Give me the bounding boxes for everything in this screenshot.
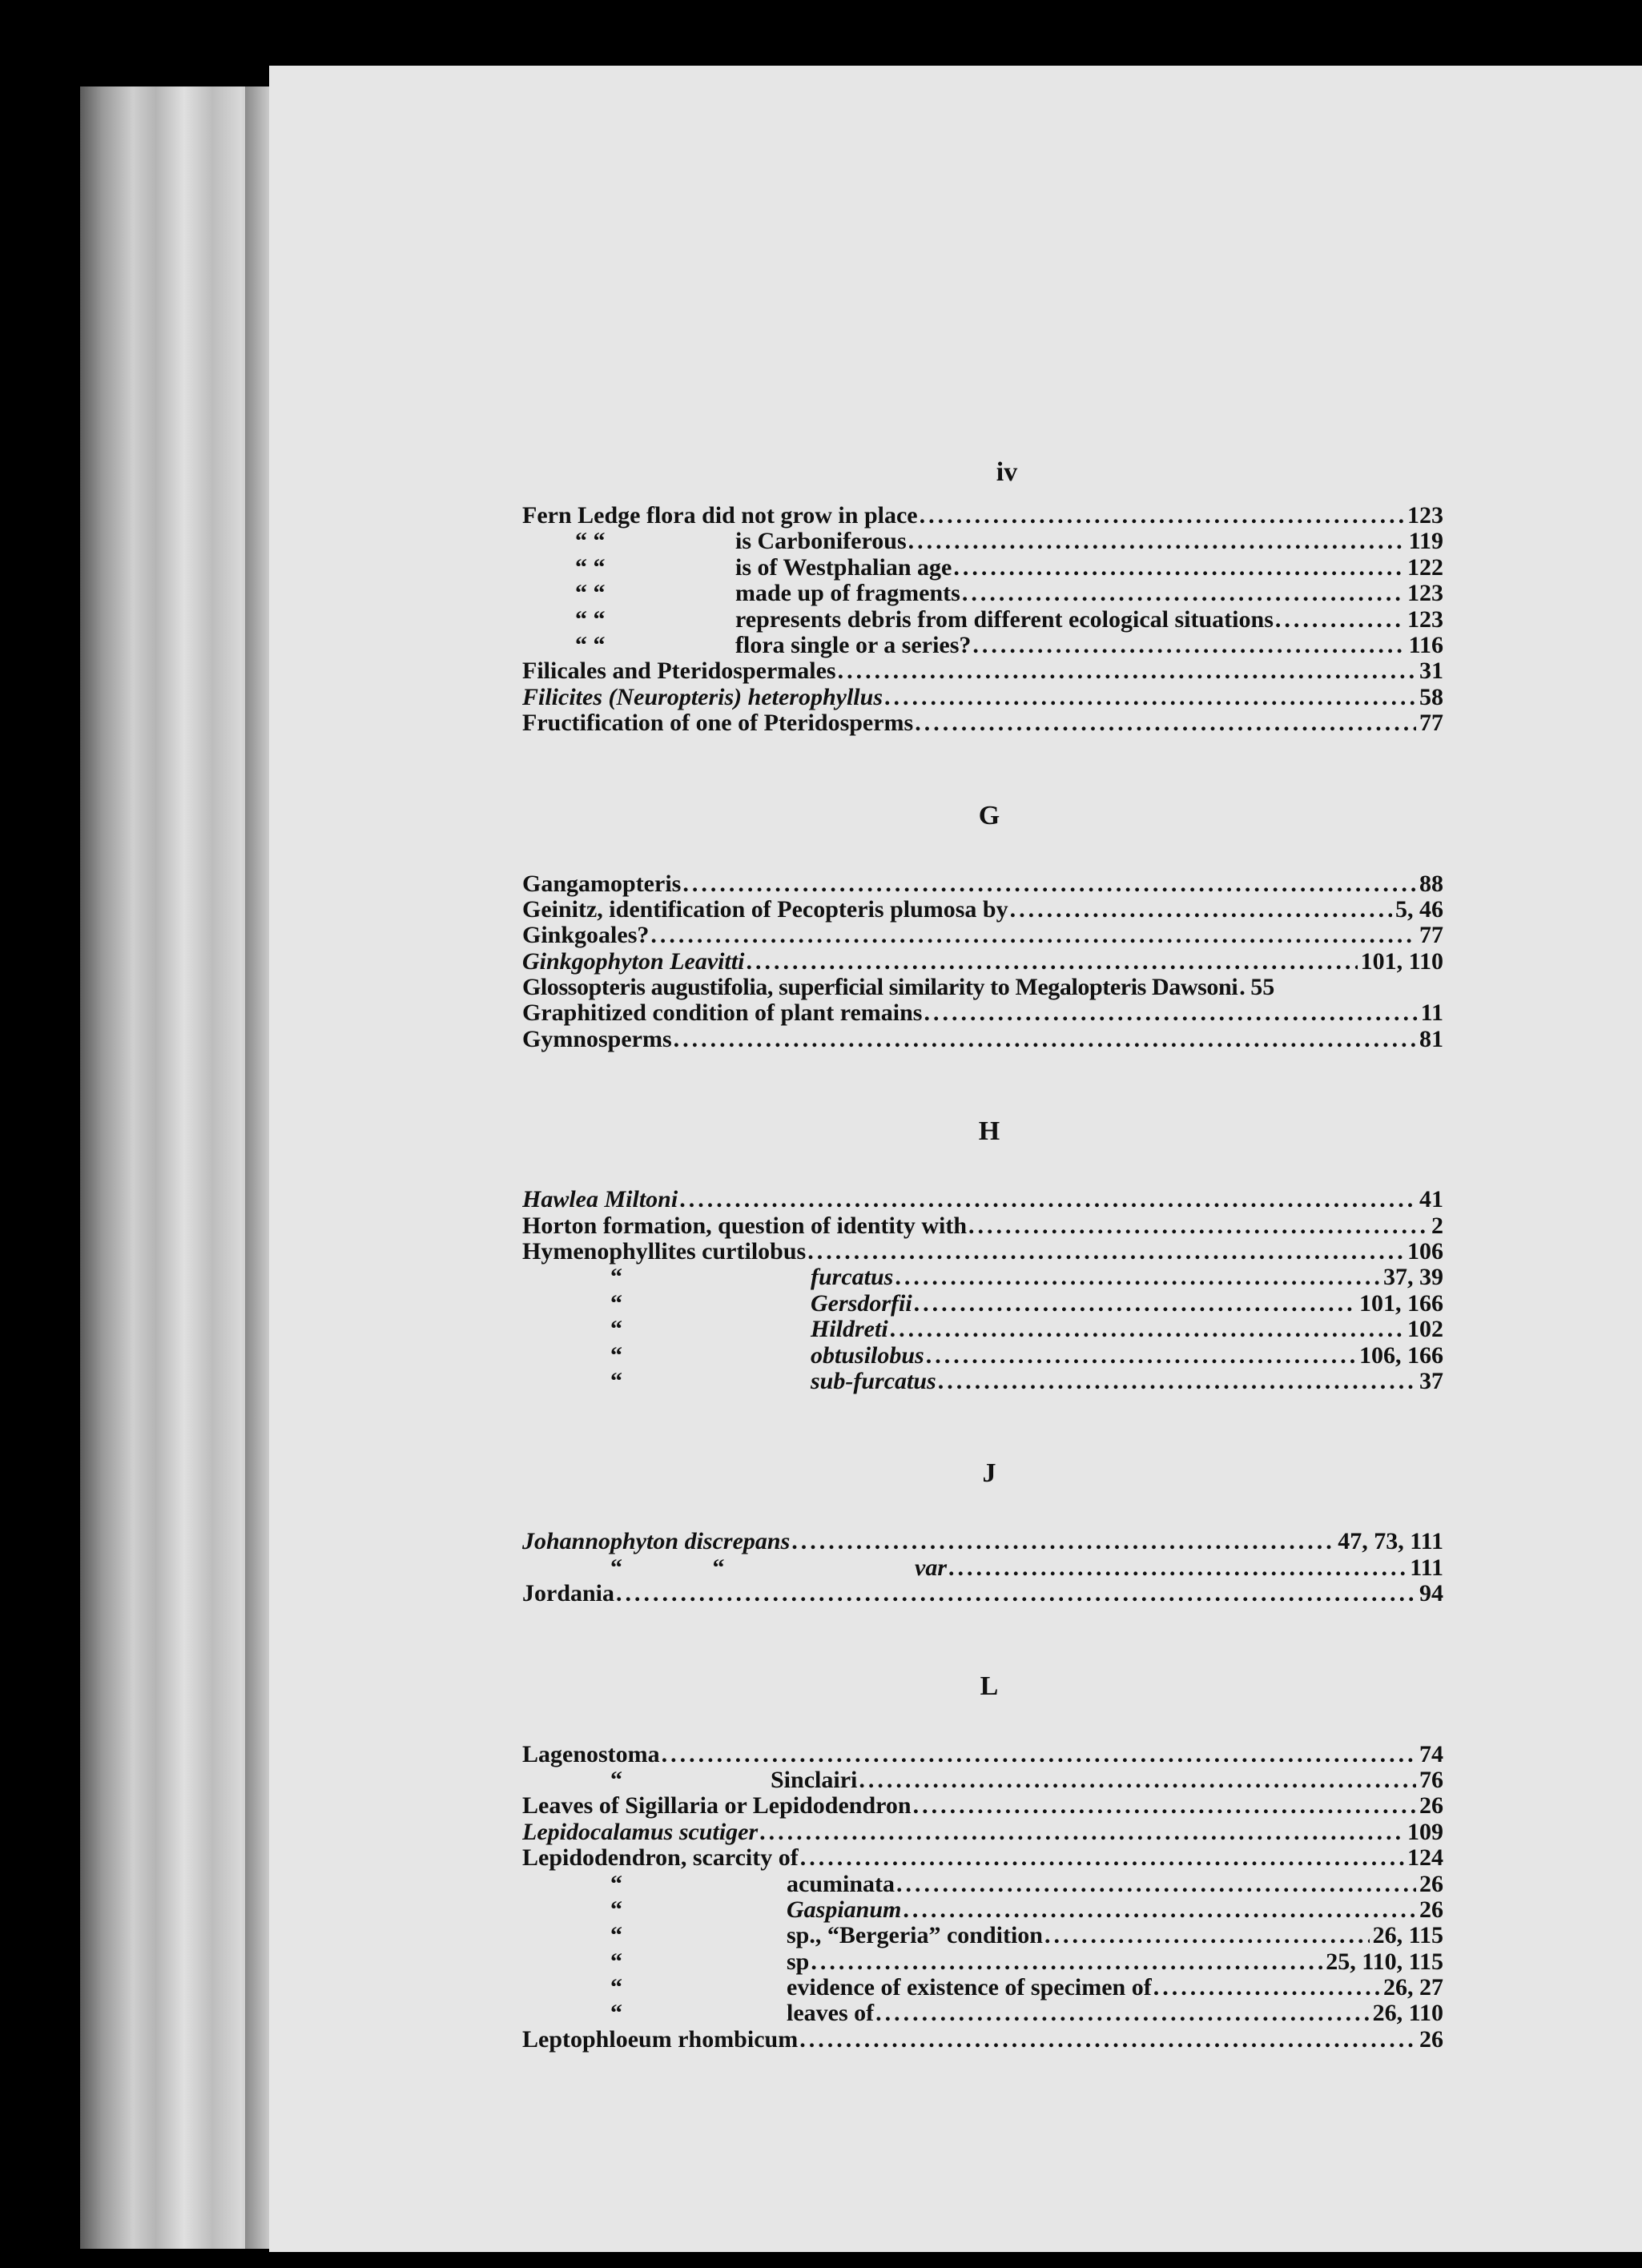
section-letter-h: H [978,1116,1000,1147]
index-entry [522,2027,1443,2053]
entry-term: “ “ flora single or a series? [575,632,972,658]
index-section-f [522,503,1443,737]
entry-pages: 94 [1419,1581,1443,1607]
index-entry [522,710,1443,736]
index-entry [522,1975,1443,2001]
entry-pages: 81 [1419,1026,1443,1052]
entry-term: Lagenostoma [522,1741,660,1767]
entry-pages: 74 [1419,1741,1443,1767]
entry-pages: 26 [1419,2026,1443,2053]
entry-pages: 25, 110, 115 [1326,1948,1443,1975]
index-entry [522,607,1443,633]
entry-term: Johannophyton discrepans [522,1529,791,1555]
entry-pages: 26, 110 [1372,2001,1443,2027]
entry-pages: 122 [1407,554,1443,581]
index-entry [522,2001,1443,2026]
index-entry [522,923,1443,948]
section-letter-l: L [980,1671,999,1701]
entry-term: “ sub-furcatus [610,1368,936,1394]
index-section-j [522,1529,1443,1606]
entry-pages: 123 [1407,503,1443,529]
entry-pages: 106, 166 [1359,1342,1443,1369]
entry-pages: 88 [1419,871,1443,897]
index-entry [522,1872,1443,1897]
entry-pages: 101, 110 [1360,948,1443,975]
entry-pages: 47, 73, 111 [1338,1529,1443,1555]
index-content [522,447,1443,2053]
entry-term: “ acuminata [610,1871,895,1897]
entry-term: Filicales and Pteridospermales [522,658,836,685]
entry-pages: 5, 46 [1395,896,1443,923]
entry-term: “ Gaspianum [610,1896,902,1923]
entry-term: “ “ is of Westphalian age [575,554,952,581]
entry-pages: 123 [1407,606,1443,633]
entry-pages: 123 [1407,581,1443,607]
entry-term: “ “ var [610,1554,947,1581]
index-entry [522,1265,1443,1290]
index-section-g [522,871,1443,1053]
index-entry [522,1000,1443,1026]
section-letter-j: J [982,1458,996,1489]
index-entry [522,897,1443,923]
index-entry [522,1213,1443,1239]
entry-pages: 76 [1419,1767,1443,1793]
index-entry [522,1187,1443,1212]
entry-pages: 101, 166 [1359,1290,1443,1317]
entry-term: “ sp., “Bergeria” condition [610,1923,1043,1949]
entry-pages: 77 [1419,923,1443,949]
index-entry [522,1949,1443,1975]
index-page [269,66,1642,2252]
index-entry [522,1581,1443,1606]
index-section-h [522,1187,1443,1394]
index-entry [522,633,1443,658]
entry-term: “ leaves of [610,2001,875,2027]
index-entry [522,1369,1443,1394]
entry-pages: 119 [1408,529,1443,555]
entry-term: “ “ is Carboniferous [575,529,907,555]
book-spine-edge [80,86,269,2249]
index-entry [522,1793,1443,1819]
entry-term: “ Gersdorfii [610,1290,912,1317]
index-entry [522,1027,1443,1052]
index-entry [522,1923,1443,1948]
entry-pages: 26 [1419,1871,1443,1897]
entry-term: Jordania [522,1581,615,1607]
entry-term: Glossopteris augustifolia, superficial similarity to Megalopteris Dawsoni [522,975,1238,1001]
entry-pages: 41 [1419,1187,1443,1213]
entry-term: “ evidence of existence of specimen of [610,1975,1152,2001]
index-entry [522,1529,1443,1554]
page-number: iv [996,457,1018,487]
index-entry [522,1820,1443,1845]
index-entry [522,1742,1443,1767]
index-entry [522,1845,1443,1871]
entry-term: “ furcatus [610,1265,894,1291]
index-entry [522,1317,1443,1342]
entry-pages: 55 [1250,975,1275,1001]
entry-term: Lepidocalamus scutiger [522,1819,759,1845]
entry-pages: 2 [1431,1212,1443,1239]
entry-pages: 37 [1419,1368,1443,1394]
index-entry [522,555,1443,581]
entry-pages: 11 [1420,1000,1443,1027]
entry-pages: 102 [1407,1317,1443,1343]
entry-term: Fructification of one of Pteridosperms [522,710,914,737]
index-entry [522,685,1443,710]
entry-term: Fern Ledge flora did not grow in place [522,503,918,529]
entry-term: “ “ made up of fragments [575,581,960,607]
entry-term: Leptophloeum rhombicum [522,2026,799,2053]
entry-pages: 109 [1407,1819,1443,1845]
entry-pages: 77 [1419,710,1443,737]
entry-term: Hawlea Miltoni [522,1187,678,1213]
entry-term: “ Hildreti [610,1317,888,1343]
entry-term: “ “ represents debris from different ecological situations [575,606,1274,633]
entry-pages: 58 [1419,684,1443,710]
index-entry [522,949,1443,975]
entry-term: Gymnosperms [522,1026,672,1052]
entry-term: Ginkgoales? [522,923,650,949]
index-entry [522,503,1443,529]
entry-term: Hymenophyllites curtilobus [522,1239,807,1265]
entry-pages: 37, 39 [1383,1265,1443,1291]
entry-term: Lepidodendron, scarcity of [522,1845,799,1872]
entry-pages: 124 [1407,1845,1443,1872]
entry-term: “ obtusilobus [610,1342,924,1369]
entry-term: Horton formation, question of identity with [522,1212,967,1239]
entry-term: “ Sinclairi [610,1767,858,1793]
index-entry [522,1897,1443,1923]
index-entry [522,529,1443,554]
entry-pages: 116 [1408,632,1443,658]
index-entry [522,1343,1443,1369]
entry-pages: 111 [1410,1554,1443,1581]
entry-pages: 26, 27 [1383,1975,1443,2001]
index-entry [522,581,1443,606]
entry-term: Filicites (Neuropteris) heterophyllus [522,684,883,710]
entry-pages: 31 [1419,658,1443,685]
section-letter-g: G [978,800,1000,830]
index-entry [522,1239,1443,1265]
entry-term: Geinitz, identification of Pecopteris plumosa by [522,896,1008,923]
entry-pages: 26, 115 [1372,1923,1443,1949]
index-entry [522,1291,1443,1317]
entry-pages: 26 [1419,1896,1443,1923]
entry-term: Graphitized condition of plant remains [522,1000,923,1027]
index-entry [522,1767,1443,1793]
index-section-l [522,1742,1443,2053]
entry-term: Ginkgophyton Leavitti [522,948,745,975]
index-entry [522,658,1443,684]
index-entry [522,975,1443,1000]
index-entry [522,871,1443,897]
entry-term: Leaves of Sigillaria or Lepidodendron [522,1793,912,1820]
index-entry [522,1555,1443,1581]
entry-pages: 106 [1407,1239,1443,1265]
entry-pages: 26 [1419,1793,1443,1820]
entry-term: “ sp [610,1948,810,1975]
entry-term: Gangamopteris [522,871,682,897]
